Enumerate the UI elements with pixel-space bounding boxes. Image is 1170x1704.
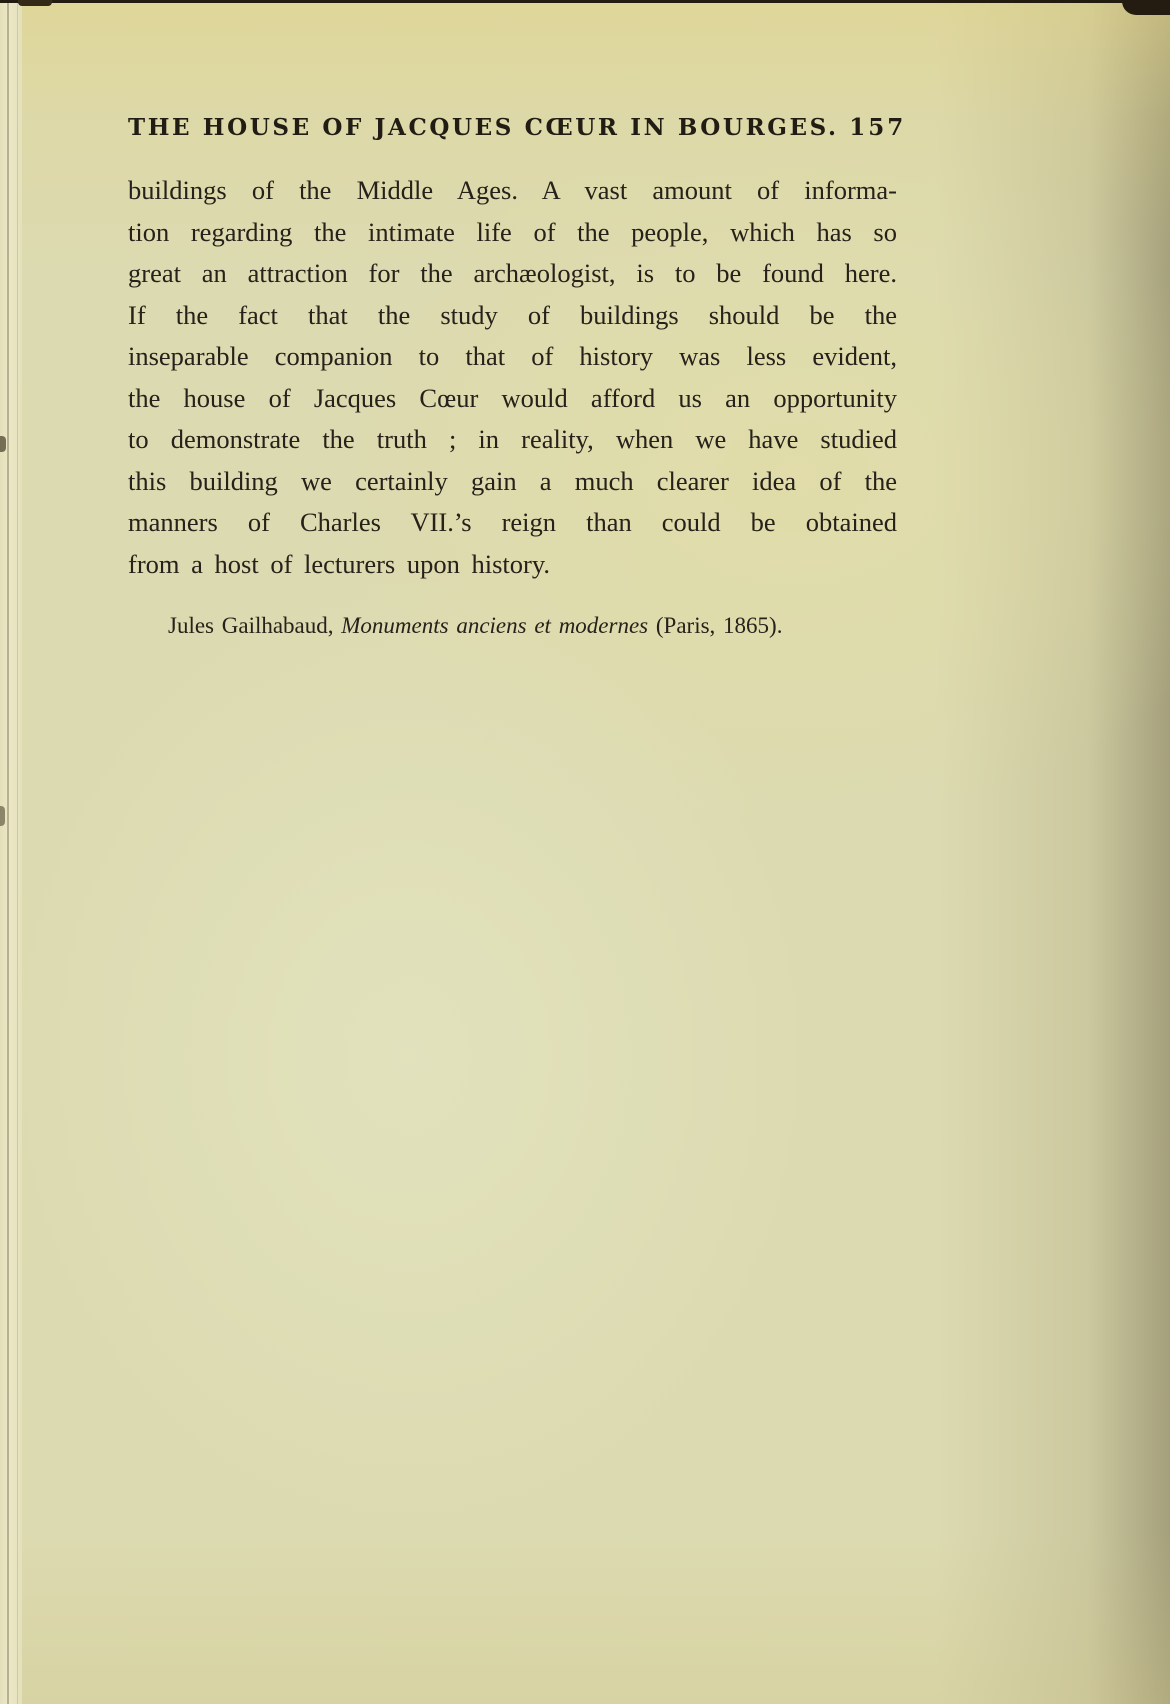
paragraph-line: this building we certainly gain a much clearer idea of the	[128, 465, 897, 496]
scan-top-right-shadow	[1122, 0, 1170, 15]
running-head	[128, 113, 907, 143]
attribution-author: Jules Gailhabaud,	[168, 613, 342, 638]
scan-top-edge-shadow	[0, 0, 1170, 3]
page-number: 157	[849, 114, 907, 141]
paragraph-line: the house of Jacques Cœur would afford us an opportunity	[128, 382, 897, 413]
paragraph-line: inseparable companion to that of history was less evident,	[128, 341, 897, 371]
page-crease-line-faint	[17, 0, 18, 1704]
page-edge-strip	[0, 0, 22, 1704]
attribution-line	[168, 610, 908, 642]
page-crease-line	[7, 0, 9, 1704]
paragraph-line: If the fact that the study of buildings should be the	[128, 299, 897, 330]
paragraph-line: tion regarding the intimate life of the people, which has so	[128, 216, 897, 247]
body-paragraph	[128, 170, 897, 585]
paragraph-line: from a host of lecturers upon history.	[128, 548, 551, 579]
scan-top-left-mark	[18, 0, 52, 6]
attribution-work-title: Monuments anciens et modernes	[341, 613, 649, 638]
edge-ink-mark	[0, 806, 5, 826]
attribution-publication: (Paris, 1865).	[648, 613, 783, 638]
edge-ink-mark	[0, 436, 6, 452]
paragraph-line: manners of Charles VII.’s reign than could be obtained	[128, 507, 897, 537]
paragraph-line: buildings of the Middle Ages. A vast amount of informa-	[128, 175, 897, 205]
paragraph-line: great an attraction for the archæologist, is to be found here.	[128, 258, 897, 288]
running-head-title: THE HOUSE OF JACQUES CŒUR IN BOURGES.	[128, 114, 839, 141]
paragraph-line: to demonstrate the truth ; in reality, when we have studied	[128, 424, 897, 454]
